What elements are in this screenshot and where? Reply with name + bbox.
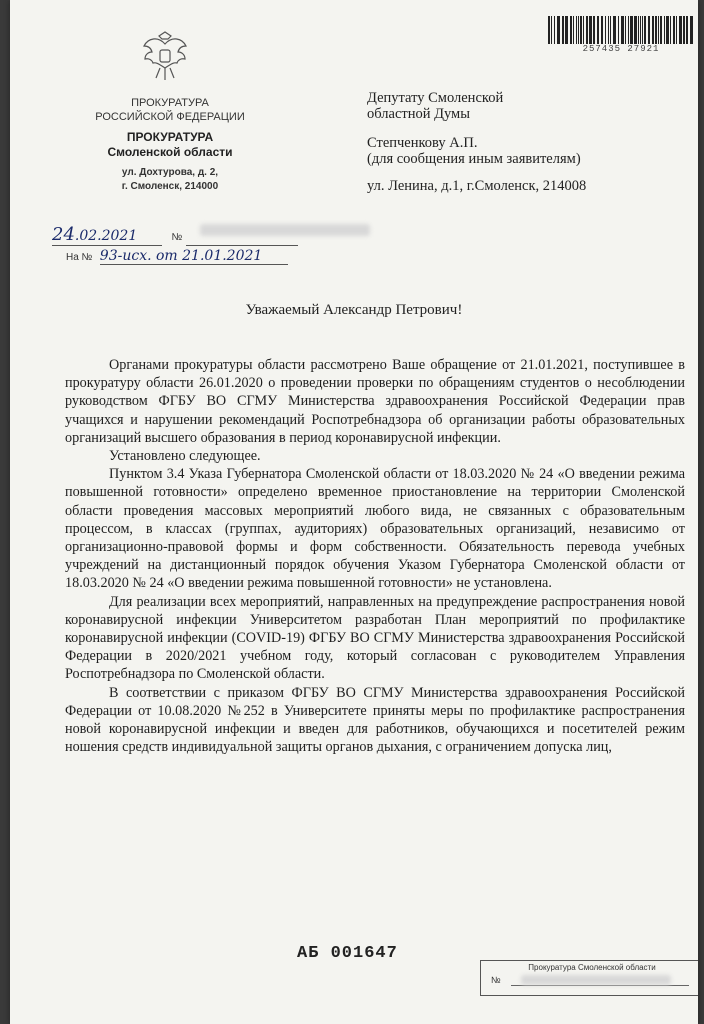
barcode-bar [676,16,677,44]
barcode-bar [683,16,685,44]
barcode-bar [593,16,595,44]
stamp-title: Прокуратура Смоленской области [528,963,656,972]
barcode-bar [658,16,659,44]
barcode-bar [597,16,599,44]
org-title-2: Смоленской области [107,145,233,159]
barcode-bar [601,16,603,44]
barcode-bar [621,16,624,44]
addressee-name: Степченкову А.П. [367,135,478,151]
addressee-line-1: Депутату Смоленской [367,90,504,106]
org-line-2: РОССИЙСКОЙ ФЕДЕРАЦИИ [95,111,245,123]
addressee-line-2: областной Думы [367,106,470,122]
paragraph: Установлено следующее. [109,448,261,465]
double-headed-eagle-emblem-icon [138,30,192,84]
barcode-bar [660,16,662,44]
barcode-bar [610,16,611,44]
org-line-1: ПРОКУРАТУРА [131,97,209,109]
org-address-line-2: г. Смоленск, 214000 [121,181,219,192]
barcode-number: 257435 27921 [582,44,660,54]
barcode-bar [580,16,582,44]
barcode-bar [613,16,616,44]
barcode-bar [589,16,592,44]
reference-number [66,248,288,265]
addressee-address: ул. Ленина, д.1, г.Смоленск, 214008 [367,178,587,194]
barcode-bar [576,16,577,44]
barcode-bar [578,16,579,44]
barcode-bar [586,16,588,44]
org-name-regional [70,130,270,160]
barcode-bar [628,16,629,44]
barcode-bar [562,16,564,44]
barcode-bar [570,16,572,44]
reference-label: На № [66,252,93,263]
barcode-bar [686,16,688,44]
handwritten-day: 24 [52,224,75,245]
barcode-bar [618,16,619,44]
barcode-bar [640,16,641,44]
form-serial-number: АБ 001647 [297,944,398,963]
barcode-bar [605,16,606,44]
reference-value: 93-исх. от 21.01.2021 [100,248,288,265]
barcode-bar [670,16,671,44]
barcode-bar [666,16,669,44]
barcode-bar [625,16,626,44]
barcode-bar [655,16,657,44]
redacted-number [200,224,370,236]
barcode-bar [642,16,643,44]
barcode-bar [644,16,646,44]
barcode-icon [546,16,696,46]
org-name-federal [70,96,270,124]
letter-body [65,356,685,756]
stamp-number-label: № [491,975,501,985]
barcode-bar [557,16,560,44]
salutation: Уважаемый Александр Петрович! [245,302,463,318]
barcode-bar [648,16,650,44]
org-title-1: ПРОКУРАТУРА [126,130,214,144]
barcode-bar [690,16,693,44]
paragraph: В соответствии с приказом ФГБУ ВО СГМУ Министерства здравоохранения Российской Федерации от 10.08.2020 №252 в Университете приняты меры по профилактике распространения новой коронавирусной инфекции и введен для работников, обучающихся и посетителей режим ношения средств индивидуальной защиты органов дыхания, с ограничением допуска лиц, [65,684,685,756]
barcode-bar [573,16,574,44]
org-address-line-1: ул. Дохтурова, д. 2, [121,167,219,178]
addressee-note: (для сообщения иным заявителям) [367,151,581,167]
paragraph: Пунктом 3.4 Указа Губернатора Смоленской области от 18.03.2020 № 24 «О введении режима повышенной готовности» определено временное приостановление на территории Смоленской области проведения массовых мероприятий любого вида, не связанных с образовательным процессом, в классах (группах, аудиториях) образовательных организаций, независимо от организационно-правовой формы и форм собственности. Обязательность перевода учебных учреждений на дистанционный порядок обучения Указом Губернатора Смоленской области от 18.03.2020 № 24 «О введении режима повышенной готовности» не установлена. [65,466,685,592]
stamp-line [511,985,689,986]
barcode-bar [608,16,609,44]
paragraph: Органами прокуратуры области рассмотрено Ваше обращение от 21.01.2021, поступившее в прокуратуру области 26.01.2020 о проведении проверки по обращениям студентов о несоблюдении руководством ФГБУ ВО СГМУ Министерства здравоохранения Российской Федерации прав учащихся и нарушении рекомендаций Роспотребнадзора об организации работы образовательных организаций высшего образования в период коронавирусной инфекции. [65,357,685,446]
barcode-bar [551,16,552,44]
number-label: № [171,232,183,243]
redacted-stamp-number [521,975,671,985]
barcode-bar [583,16,584,44]
barcode-bar [548,16,550,44]
barcode-bar [664,16,665,44]
addressee-block [367,90,677,194]
barcode-bar [652,16,654,44]
barcode-bar [565,16,568,44]
barcode-bar [630,16,633,44]
paragraph: Для реализации всех мероприятий, направленных на предупреждение распространения новой коронавирусной инфекции Университетом разработан План мероприятий по профилактике коронавирусной инфекции (COVID-19) ФГБУ ВО СГМУ Министерства здравоохранения Российской Федерации в 2020/2021 учебном году, который согласован с руководителем Управления Роспотребнадзора по Смоленской области. [65,593,685,683]
org-address [70,166,270,194]
barcode-bar [554,16,555,44]
barcode-bar [673,16,675,44]
registration-stamp [480,960,698,996]
date-rest: .02.2021 [74,228,138,244]
document-page [10,0,698,1024]
barcode-bar [634,16,637,44]
barcode-bar [679,16,682,44]
barcode-bar [638,16,639,44]
